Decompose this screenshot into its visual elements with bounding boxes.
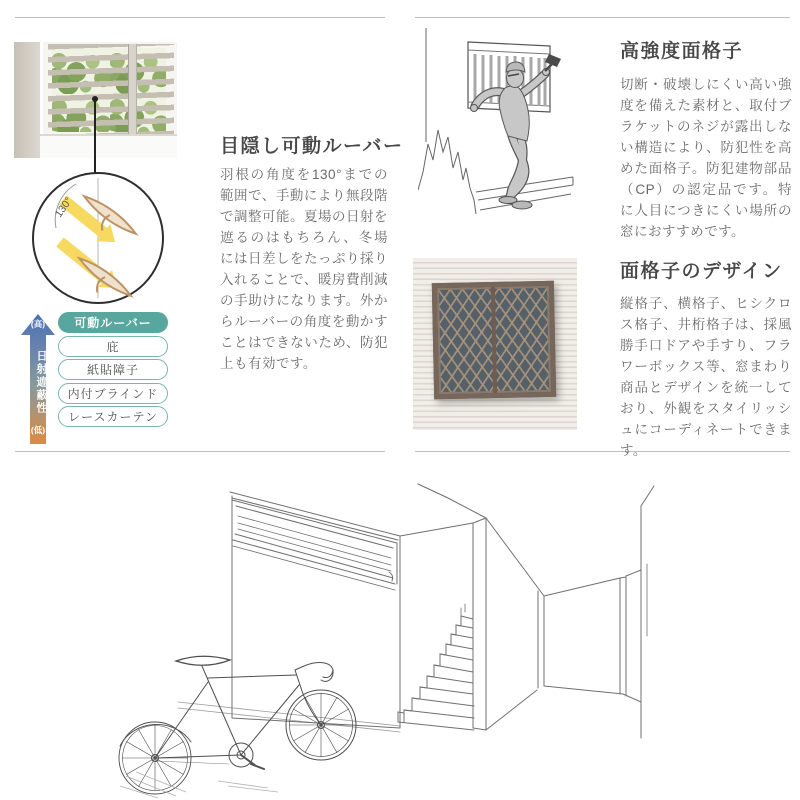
sketch-hatching xyxy=(120,772,278,798)
divider-top-right xyxy=(415,17,790,18)
interior-sketch xyxy=(118,476,683,800)
shading-ranking-list xyxy=(58,312,168,430)
bicycle-sketch xyxy=(119,656,356,794)
grille-section-body: 切断・破壊しにくい高い強度を備えた素材と、取付ブラケットのネジが露出しない構造により、防犯性を高めた面格子。防犯建物部品（CP）の認定品です。特に人目につきにくい場所の窓におすすめです。 xyxy=(620,77,792,239)
louver-section-body: 羽根の角度を130°までの範囲で、手動により無段階で調整可能。夏場の日射を遮るのはもちろん、冬場には日差しをたっぷり採り入れることで、暖房費削減の手助けになります。外からルーバーの角度を動かすことはできないため、防犯上も有効です。 xyxy=(220,167,388,371)
ranking-item-lace-curtain: レースカーテン xyxy=(58,406,168,427)
diamond-lattice-window xyxy=(432,281,556,400)
callout-line xyxy=(94,101,96,173)
window-mullion xyxy=(491,287,497,393)
shading-axis-label: 日射遮蔽性 xyxy=(35,349,47,415)
interior-wall xyxy=(14,42,40,158)
window-sill xyxy=(40,134,177,158)
burglar-illustration xyxy=(418,22,608,227)
ranking-item-movable-louver: 可動ルーバー xyxy=(58,312,168,333)
window-operator-icon xyxy=(389,572,393,581)
axis-high-label: (高) xyxy=(30,319,46,329)
louver-slats xyxy=(48,44,174,136)
axis-low-label: (低) xyxy=(30,425,46,435)
design-section-body: 縦格子、横格子、ヒシクロス格子、井桁格子は、採風勝手口ドアや手すり、フラワーボックス等、窓まわり商品とデザインを統一しており、外観をスタイリッシュにコーディネートできます。 xyxy=(620,296,792,458)
lattice-window-photo xyxy=(413,258,577,430)
angle-label: 130° xyxy=(52,195,75,220)
design-section-title: 面格子のデザイン xyxy=(620,261,783,282)
sash-stile xyxy=(128,44,137,136)
ranking-item-inner-blind: 内付ブラインド xyxy=(58,383,168,404)
ranking-item-shoji: 紙貼障子 xyxy=(58,359,168,380)
louver-section-title: 目隠し可動ルーバー xyxy=(220,136,404,157)
ranking-item-eaves: 庇 xyxy=(58,336,168,357)
divider-mid-left xyxy=(15,451,385,452)
divider-top-left xyxy=(15,17,385,18)
louver-angle-diagram xyxy=(30,170,166,310)
grille-section-title: 高強度面格子 xyxy=(620,41,744,62)
